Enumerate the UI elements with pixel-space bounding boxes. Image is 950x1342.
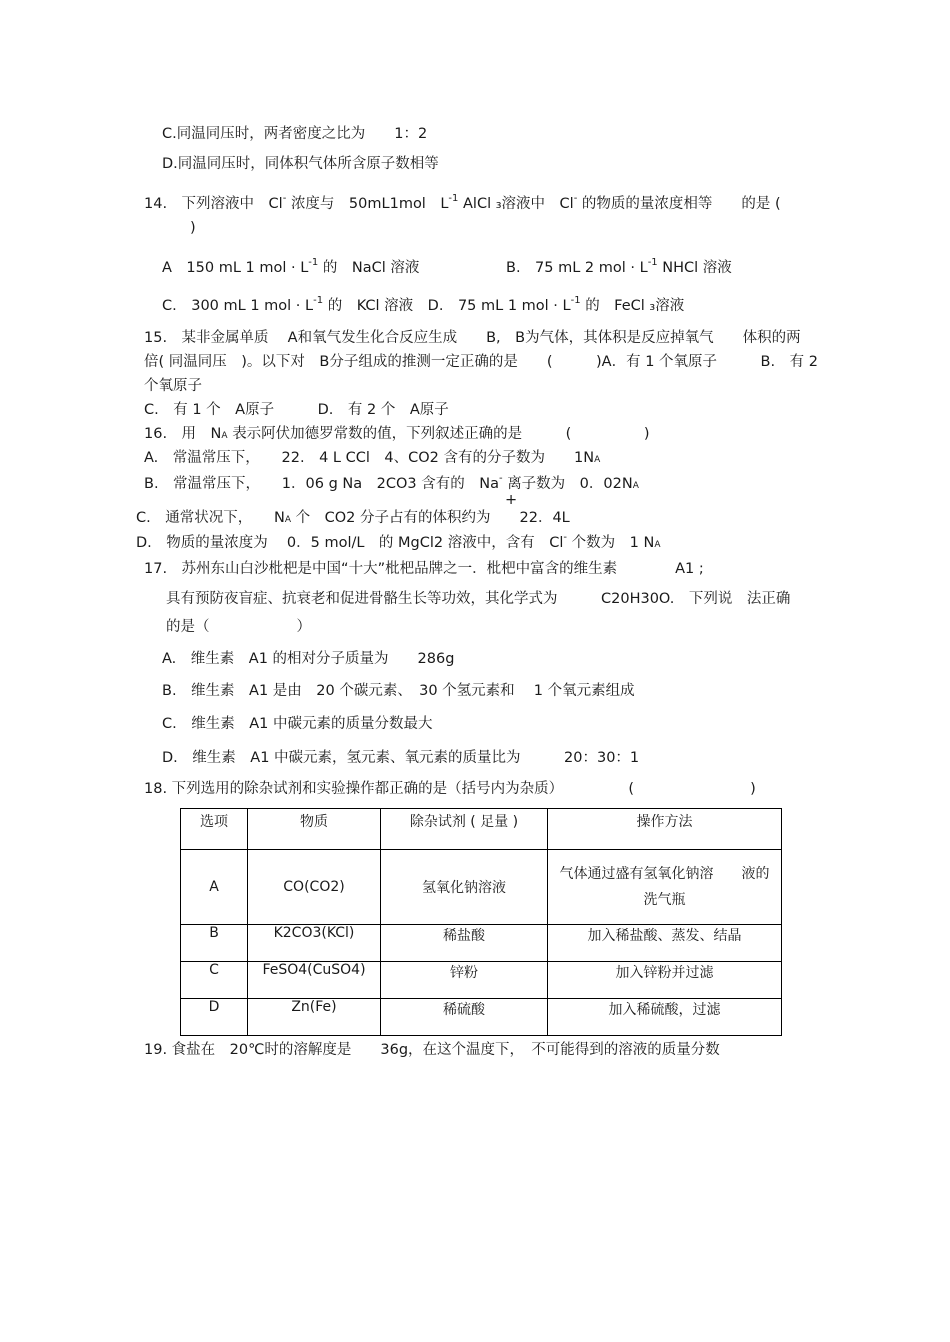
cell-option: C <box>181 962 248 999</box>
q15-line-3: 个氧原子 <box>144 378 202 394</box>
cell-substance: Zn(Fe) <box>248 999 381 1036</box>
q16-option-d: D. 物质的量浓度为 0．5 mol/L 的 MgCl2 溶液中，含有 Cl- 个数为 1 NA <box>136 532 661 551</box>
q13-option-d: D.同温同压时，同体积气体所含原子数相等 <box>162 156 439 172</box>
cell-substance: FeSO4(CuSO4) <box>248 962 381 999</box>
q16-option-a: A. 常温常压下， 22. 4 L CCl 4、CO2 含有的分子数为 1NA <box>144 450 601 466</box>
q14-close-paren: ) <box>190 220 196 236</box>
q17-line-3: 的是（ ） <box>166 619 311 635</box>
header-option: 选项 <box>181 809 248 850</box>
q15-line-4: C. 有 1 个 A原子 D. 有 2 个 A原子 <box>144 402 449 418</box>
q18-options-table <box>180 808 782 1036</box>
q16-stem: 16. 用 NA 表示阿伏加德罗常数的值，下列叙述正确的是 ( ) <box>144 426 650 442</box>
header-method: 操作方法 <box>548 809 782 850</box>
cell-method: 气体通过盛有氢氧化钠溶 液的洗气瓶 <box>548 850 782 925</box>
q15-line-1: 15. 某非金属单质 A和氧气发生化合反应生成 B, B为气体，其体积是反应掉氧气 体积的两 <box>144 330 801 346</box>
cell-method: 加入稀盐酸、蒸发、结晶 <box>548 925 782 962</box>
q14-option-a: A 150 mL 1 mol · $L^{-1}$ 的 NaCl 溶液 <box>162 257 420 276</box>
q16-plus-sign: + <box>505 492 518 508</box>
q17-option-b: B. 维生素 A1 是由 20 个碳元素、 30 个氢元素和 1 个氧元素组成 <box>162 683 635 699</box>
header-reagent: 除杂试剂 ( 足量 ) <box>381 809 548 850</box>
q17-option-a: A. 维生素 A1 的相对分子质量为 286g <box>162 651 455 667</box>
cell-reagent: 稀盐酸 <box>381 925 548 962</box>
header-substance: 物质 <box>248 809 381 850</box>
q16-option-c: C. 通常状况下， NA 个 CO2 分子占有的体积约为 22．4L <box>136 510 570 526</box>
cell-reagent: 稀硫酸 <box>381 999 548 1036</box>
q14-option-b: B. 75 mL 2 mol · $L^{-1}$ NHCl 溶液 <box>506 257 732 276</box>
cell-substance: CO(CO2) <box>248 850 381 925</box>
cell-method: 加入锌粉并过滤 <box>548 962 782 999</box>
cell-option: B <box>181 925 248 962</box>
cell-reagent: 锌粉 <box>381 962 548 999</box>
q14-stem: 14. 下列溶液中 Cl- 浓度与 50mL1mol $L^{-1}$ AlCl ₃溶液中 Cl- 的物质的量浓度相等 的是 ( <box>144 193 781 212</box>
cell-method: 加入稀硫酸，过滤 <box>548 999 782 1036</box>
q13-option-c: C.同温同压时，两者密度之比为 1：2 <box>162 126 428 142</box>
table-row <box>181 850 782 925</box>
q17-option-d: D. 维生素 A1 中碳元素，氢元素、氧元素的质量比为 20：30：1 <box>162 750 640 766</box>
q16-option-b: B. 常温常压下， 1．06 g Na 2CO3 含有的 Na- 离子数为 0．02NA <box>144 473 639 492</box>
q17-line-2: 具有预防夜盲症、抗衰老和促进骨骼生长等功效，其化学式为 C20H30O. 下列说 法正确 <box>166 591 791 607</box>
q15-line-2: 倍( 同温同压 )。以下对 B分子组成的推测一定正确的是 ( )A．有 1 个氧原子 B. 有 2 <box>144 354 818 370</box>
q14-options-c-d: C. 300 mL 1 mol · $L^{-1}$ 的 KCl 溶液 D. 75 mL 1 mol · $L^{-1}$ 的 FeCl ₃溶液 <box>162 295 685 314</box>
q19-stem: 19. 食盐在 20℃时的溶解度是 36g，在这个温度下， 不可能得到的溶液的质量分数 <box>144 1042 720 1058</box>
cell-option: D <box>181 999 248 1036</box>
cell-substance: K2CO3(KCl) <box>248 925 381 962</box>
q17-option-c: C. 维生素 A1 中碳元素的质量分数最大 <box>162 716 433 732</box>
table-row <box>181 962 782 999</box>
cell-option: A <box>181 850 248 925</box>
q17-line-1: 17. 苏州东山白沙枇杷是中国“十大”枇杷品牌之一．枇杷中富含的维生素 A1 ; <box>144 561 704 577</box>
q18-stem: 18. 下列选用的除杂试剂和实验操作都正确的是（括号内为杂质） ( ) <box>144 781 756 797</box>
cell-reagent: 氢氧化钠溶液 <box>381 850 548 925</box>
table-row <box>181 999 782 1036</box>
table-row <box>181 925 782 962</box>
table-header-row <box>181 809 782 850</box>
